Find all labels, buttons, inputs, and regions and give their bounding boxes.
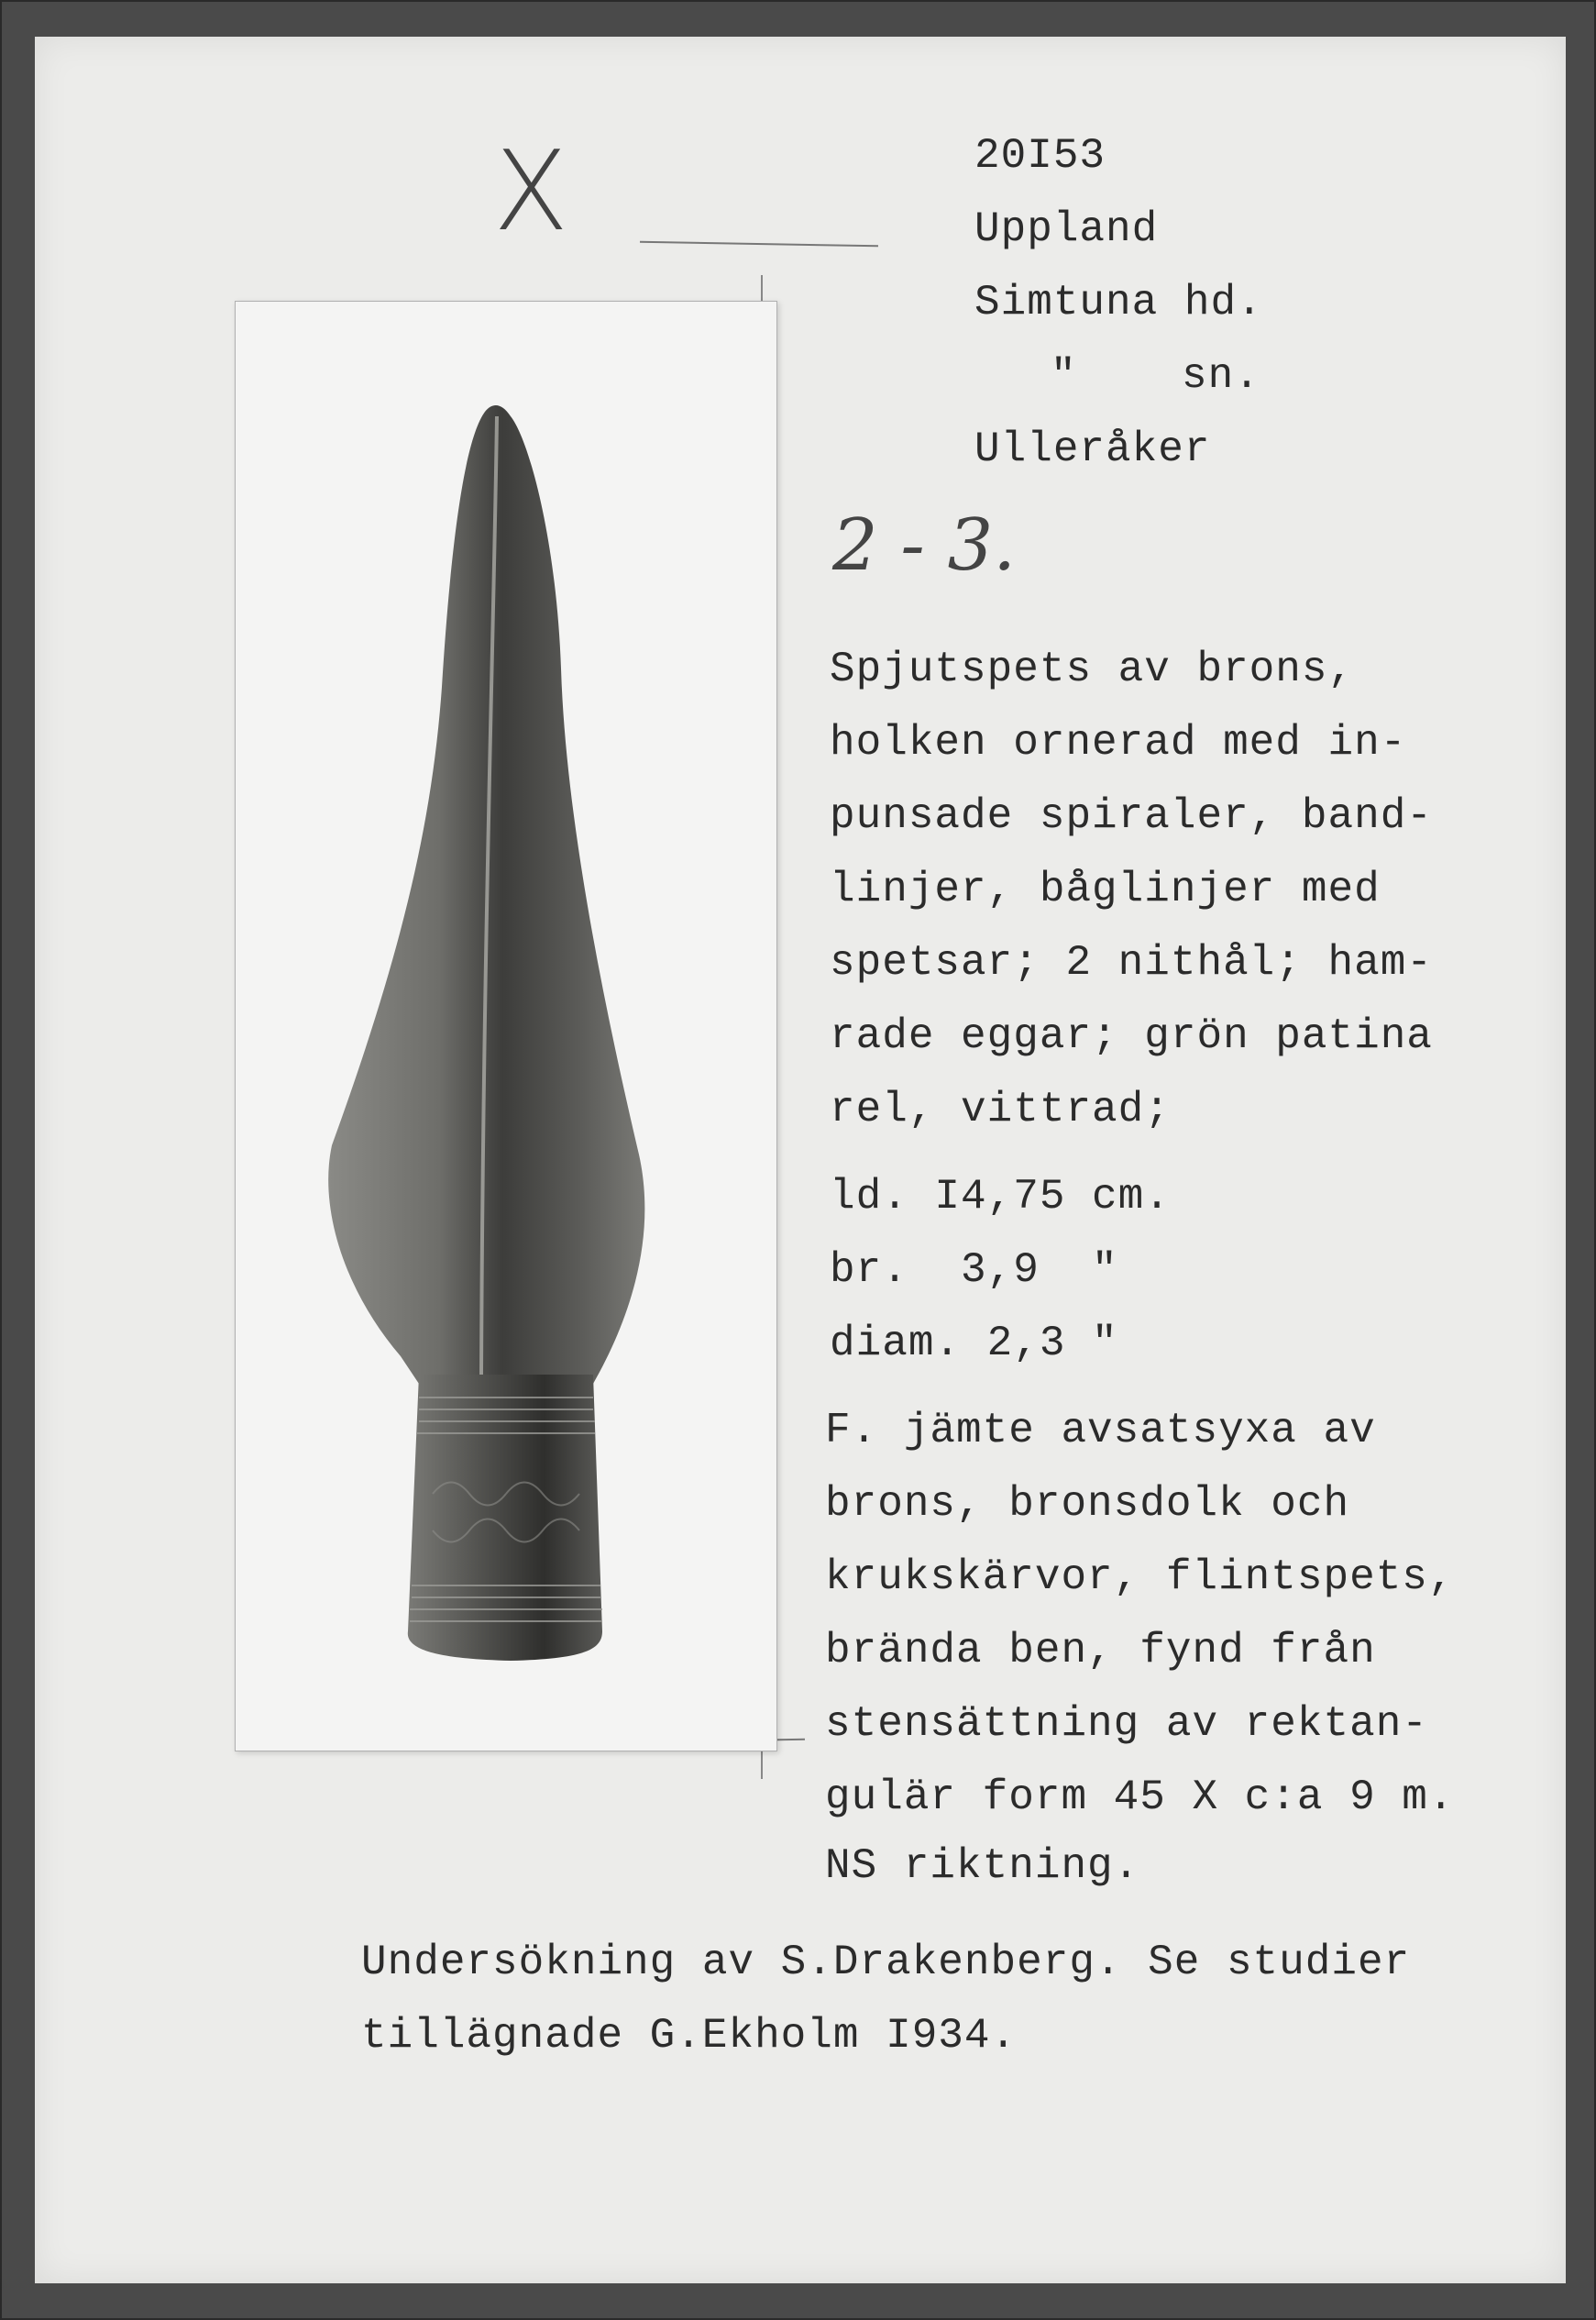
pencil-line-top (640, 241, 878, 248)
find-context-line: brända ben, fynd från (825, 1627, 1376, 1674)
footer-line: tillägnade G.Ekholm I934. (361, 2012, 1018, 2060)
find-context-line: gulär form 45 X c:a 9 m. (825, 1773, 1455, 1821)
measurement-length: ld. I4,75 cm. (830, 1173, 1171, 1221)
catalog-number: 20I53 (974, 132, 1106, 180)
description-line: spetsar; 2 nithål; ham- (830, 939, 1433, 987)
find-context-line: F. jämte avsatsyxa av (825, 1407, 1376, 1454)
hundred: Simtuna hd. (974, 279, 1263, 326)
site-name: Ulleråker (974, 425, 1211, 473)
find-context-line: NS riktning. (825, 1842, 1140, 1890)
find-context-line: krukskärvor, flintspets, (825, 1553, 1455, 1601)
handwritten-mark: X (493, 128, 569, 256)
find-context-line: stensättning av rektan- (825, 1700, 1428, 1748)
artifact-photograph (235, 301, 777, 1751)
description-line: rel, vittrad; (830, 1086, 1171, 1133)
description-line: linjer, båglinjer med (830, 866, 1381, 913)
spearhead-icon (236, 302, 776, 1751)
description-line: Spjutspets av brons, (830, 646, 1355, 693)
measurement-diameter: diam. 2,3 " (830, 1320, 1118, 1367)
footer-line: Undersökning av S.Drakenberg. Se studier (361, 1939, 1411, 1986)
province: Uppland (974, 205, 1159, 253)
parish: " sn. (1051, 352, 1260, 400)
description-line: rade eggar; grön patina (830, 1012, 1433, 1060)
description-line: holken ornerad med in- (830, 719, 1407, 767)
find-context-line: brons, bronsdolk och (825, 1480, 1350, 1528)
handwritten-note: 2 - 3. (832, 504, 1016, 587)
measurement-width: br. 3,9 " (830, 1246, 1118, 1294)
catalog-card (35, 37, 1566, 2283)
description-line: punsade spiraler, band- (830, 792, 1433, 840)
